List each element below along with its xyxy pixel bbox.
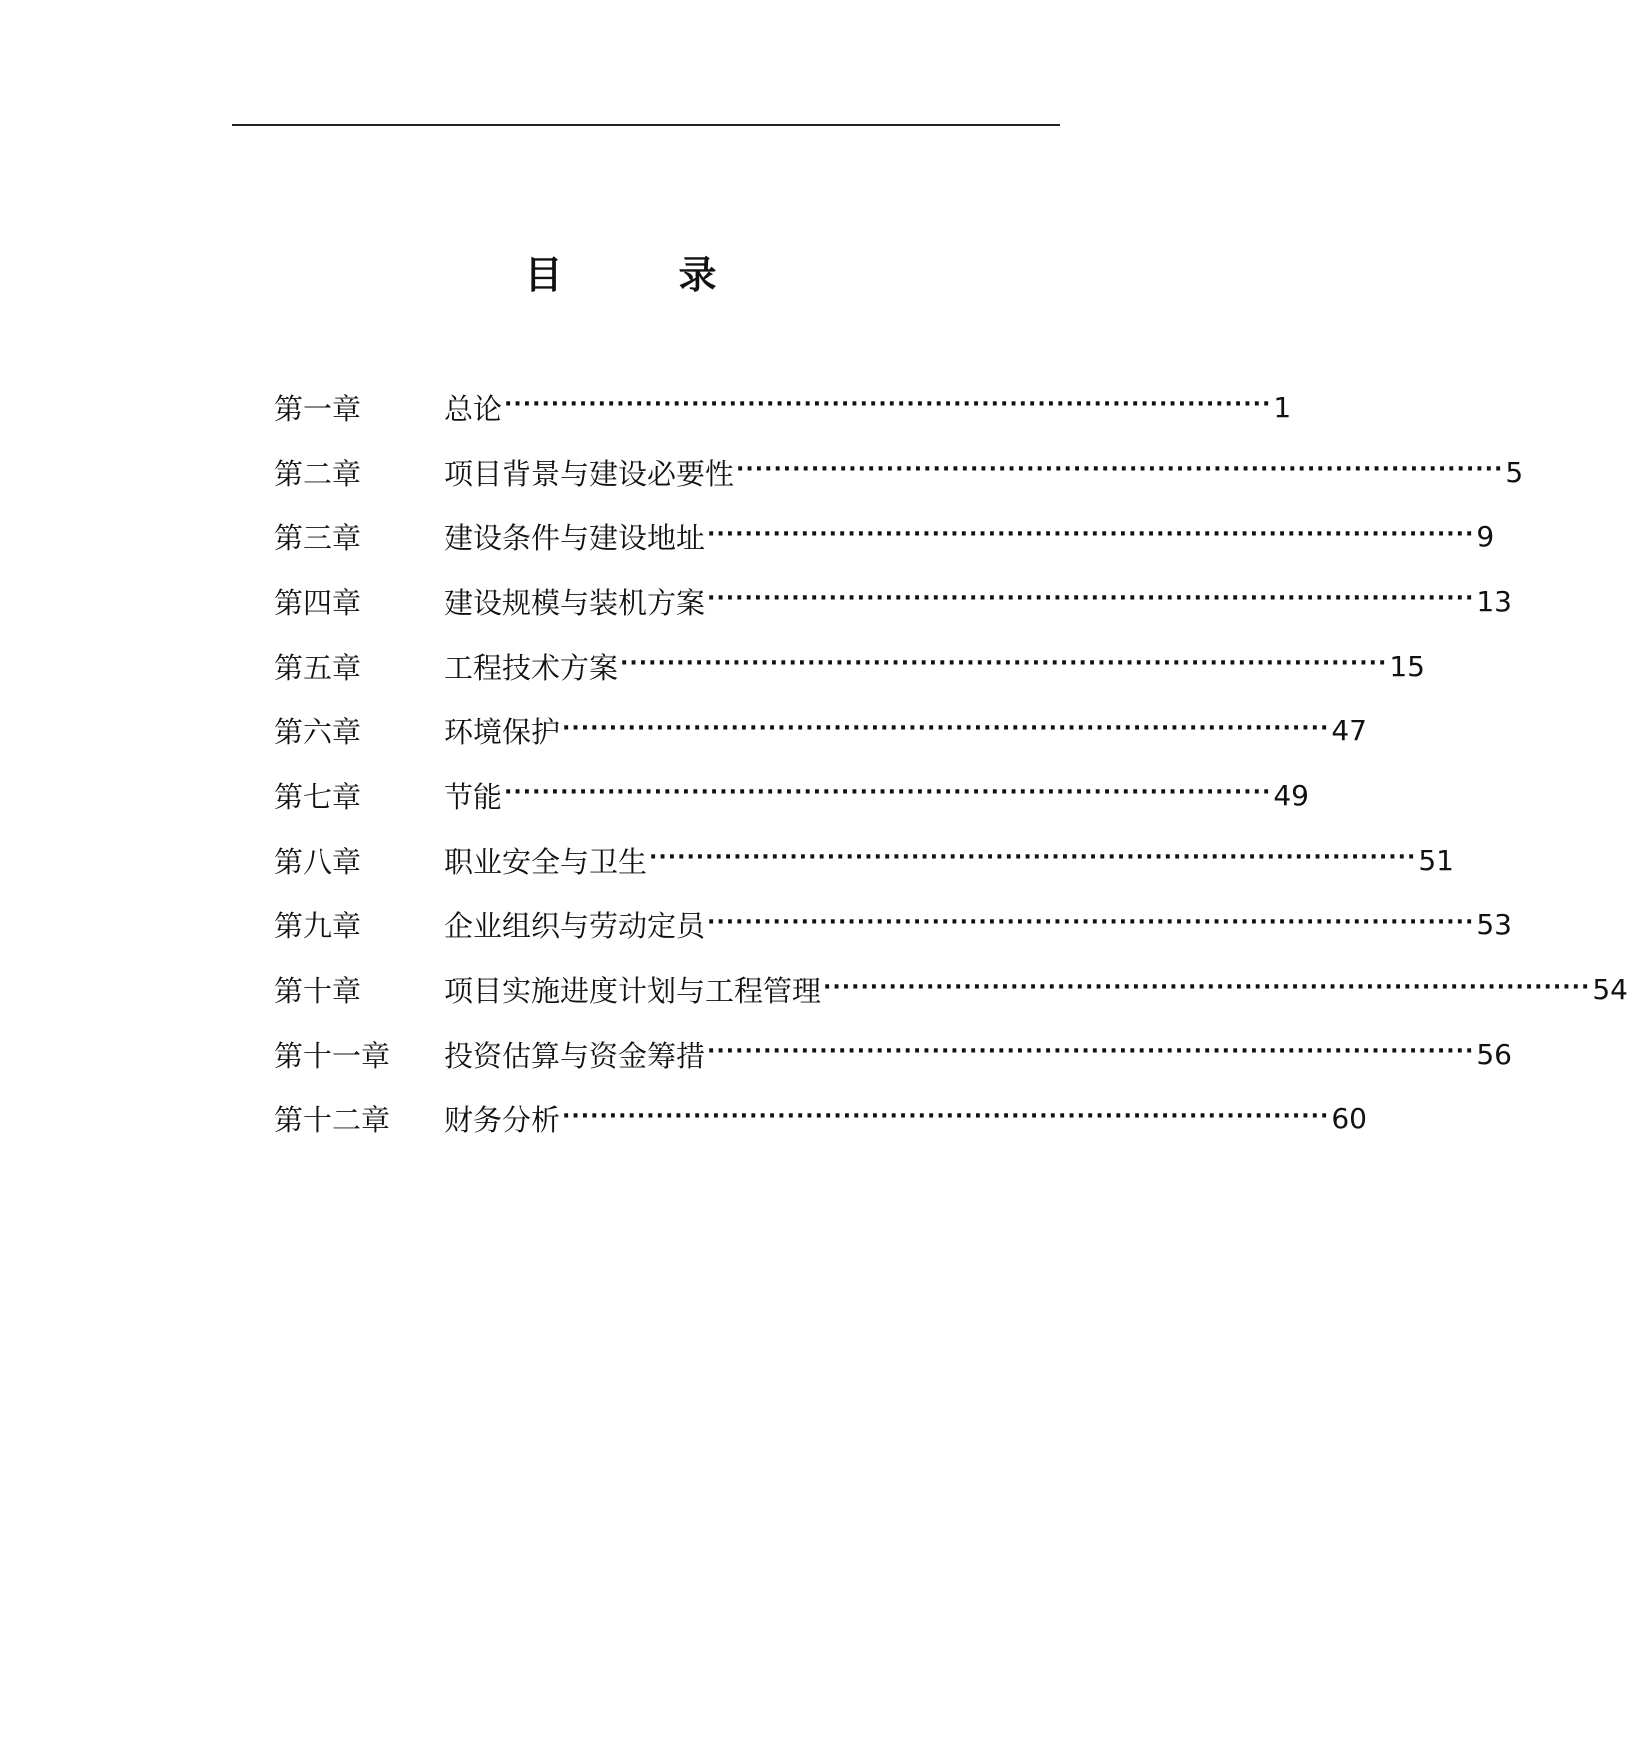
chapter-title: 建设规模与装机方案	[444, 585, 706, 620]
leader-dots: ··················································································	[649, 845, 1417, 871]
page-number: 15	[1389, 649, 1425, 683]
chapter-number: 第六章	[274, 715, 362, 750]
leader-dots: ··················································································	[707, 1039, 1475, 1065]
page-number: 1	[1273, 390, 1292, 424]
leader-dots: ··················································································	[823, 974, 1591, 1000]
chapter-title: 工程技术方案	[444, 650, 619, 685]
toc-entry-10[interactable]	[274, 957, 1628, 1022]
chapter-title: 节能	[444, 779, 503, 814]
toc-title-right: 录	[678, 253, 717, 297]
toc-title	[0, 250, 1241, 300]
toc-entry-8[interactable]	[274, 828, 1454, 893]
page-number: 60	[1331, 1102, 1367, 1136]
page-number: 47	[1331, 714, 1367, 748]
leader-dots: ··················································································	[620, 651, 1388, 677]
chapter-number: 第九章	[274, 909, 362, 944]
leader-dots: ··················································································	[504, 392, 1272, 418]
chapter-number: 第三章	[274, 521, 362, 556]
toc-entry-7[interactable]	[274, 763, 1309, 828]
leader-dots: ··················································································	[707, 586, 1475, 612]
toc-entry-9[interactable]	[274, 893, 1512, 958]
toc-entry-6[interactable]	[274, 698, 1367, 763]
toc-entry-12[interactable]	[274, 1087, 1367, 1152]
toc-title-left: 目	[524, 253, 563, 297]
header-rule	[232, 124, 1060, 126]
chapter-title: 项目实施进度计划与工程管理	[444, 974, 822, 1009]
chapter-number: 第一章	[274, 391, 362, 426]
chapter-title: 投资估算与资金筹措	[444, 1038, 706, 1073]
toc-entry-3[interactable]	[274, 504, 1495, 569]
page-number: 51	[1418, 843, 1454, 877]
page-number: 49	[1273, 778, 1309, 812]
chapter-number: 第八章	[274, 844, 362, 879]
page-number: 54	[1592, 973, 1628, 1007]
chapter-number: 第二章	[274, 456, 362, 491]
toc-entry-4[interactable]	[274, 569, 1512, 634]
page-number: 5	[1505, 455, 1524, 489]
page-number: 56	[1476, 1037, 1512, 1071]
chapter-number: 第十章	[274, 974, 362, 1009]
leader-dots: ··················································································	[562, 715, 1330, 741]
page-number: 9	[1476, 520, 1495, 554]
toc-entry-2[interactable]	[274, 440, 1524, 505]
chapter-number: 第七章	[274, 779, 362, 814]
leader-dots: ··················································································	[504, 780, 1272, 806]
leader-dots: ··················································································	[707, 909, 1475, 935]
chapter-number: 第十一章	[274, 1038, 391, 1073]
chapter-title: 职业安全与卫生	[444, 844, 648, 879]
leader-dots: ··················································································	[736, 457, 1504, 483]
chapter-title: 财务分析	[444, 1103, 561, 1138]
chapter-title: 企业组织与劳动定员	[444, 909, 706, 944]
chapter-title: 总论	[444, 391, 503, 426]
chapter-title: 建设条件与建设地址	[444, 521, 706, 556]
toc-entry-5[interactable]	[274, 634, 1425, 699]
leader-dots: ··················································································	[562, 1103, 1330, 1129]
chapter-number: 第十二章	[274, 1103, 391, 1138]
chapter-title: 环境保护	[444, 715, 561, 750]
leader-dots: ··················································································	[707, 521, 1475, 547]
chapter-number: 第四章	[274, 585, 362, 620]
chapter-number: 第五章	[274, 650, 362, 685]
chapter-title: 项目背景与建设必要性	[444, 456, 735, 491]
page-number: 53	[1476, 908, 1512, 942]
toc-list	[274, 375, 1628, 1151]
page-number: 13	[1476, 584, 1512, 618]
toc-entry-1[interactable]	[274, 375, 1292, 440]
toc-entry-11[interactable]	[274, 1022, 1512, 1087]
